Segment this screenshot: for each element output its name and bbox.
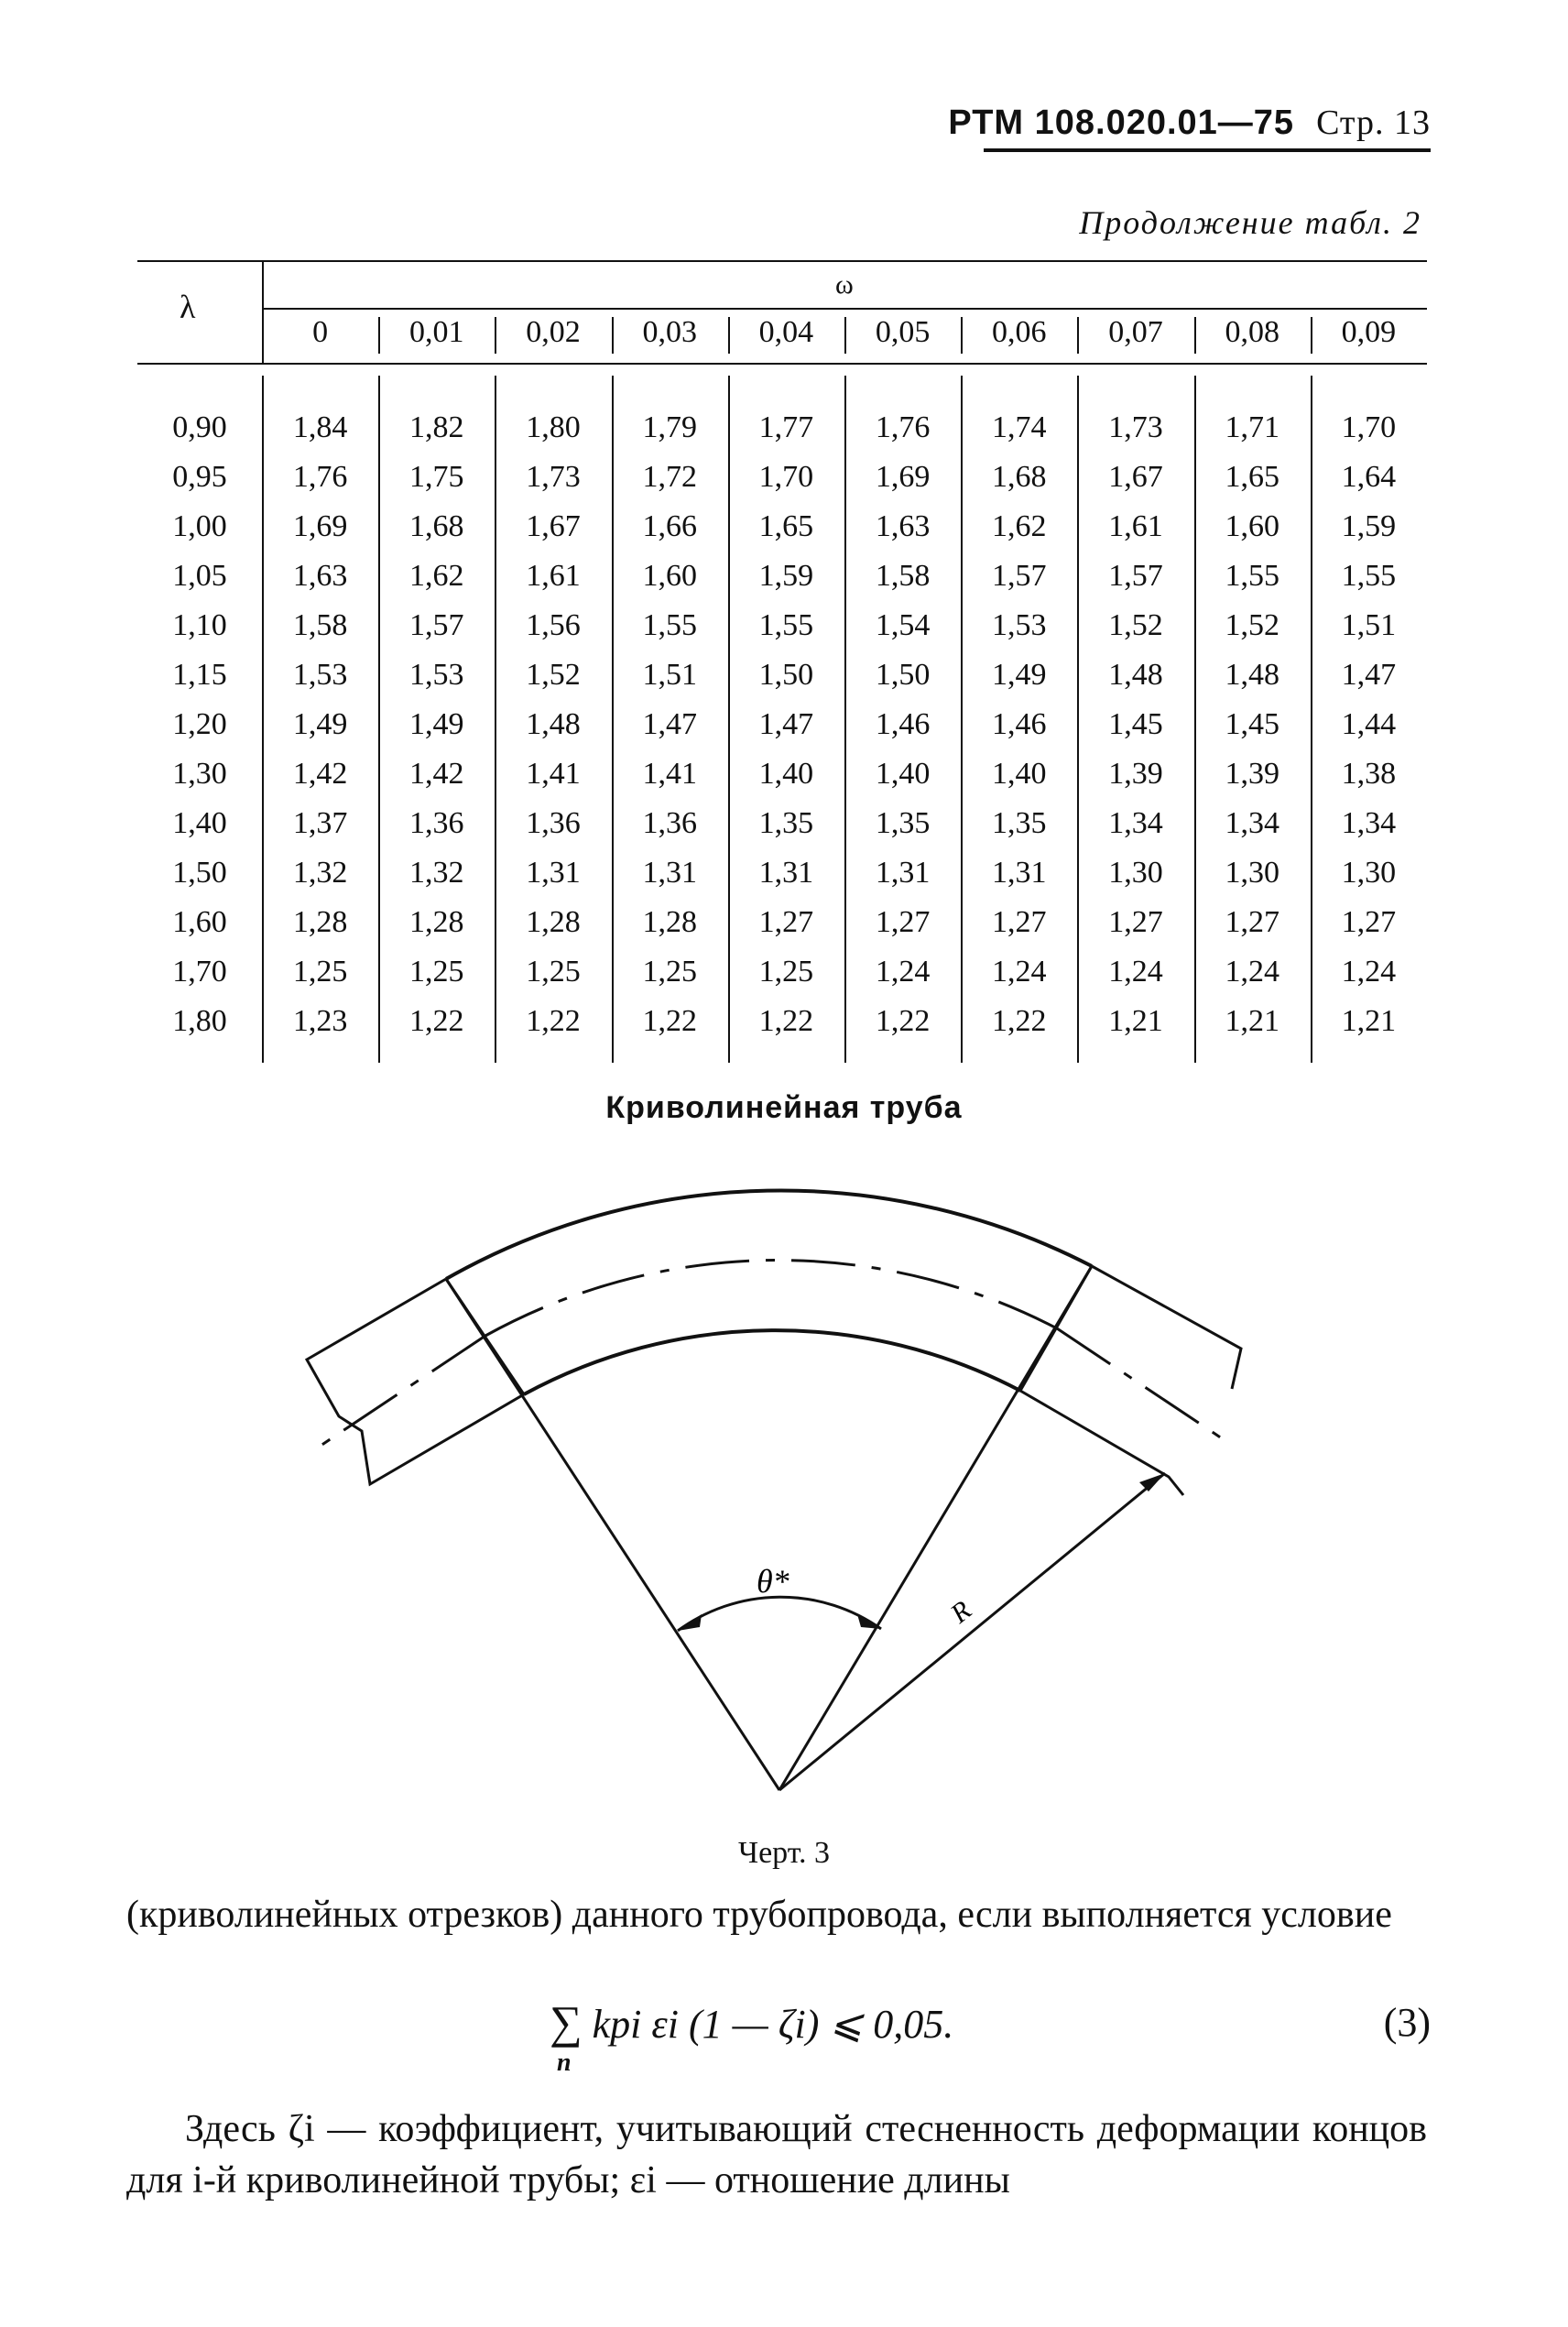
table-cell: 1,76 — [875, 410, 931, 444]
table-cell: 1,30 — [1108, 856, 1163, 890]
table-cell: 1,22 — [409, 1004, 464, 1038]
curved-pipe-drawing — [0, 1154, 1568, 1832]
table-cell: 1,28 — [642, 905, 697, 939]
table-cell: 1,59 — [1341, 509, 1397, 543]
pipe-centerline — [485, 1261, 1057, 1336]
right-pipe-outer — [1092, 1266, 1241, 1389]
table-cell: 1,32 — [292, 856, 348, 890]
lambda-column-header: λ — [180, 289, 196, 325]
lambda-value: 1,40 — [172, 806, 227, 840]
formula-3 — [550, 1995, 954, 2077]
table-cell: 1,21 — [1108, 1004, 1163, 1038]
table-cell: 1,79 — [642, 410, 697, 444]
omega-column-header: 0,04 — [758, 315, 814, 349]
lambda-value: 0,95 — [172, 460, 227, 494]
table-cell: 1,31 — [526, 856, 581, 890]
omega-column-group-header: ω — [835, 269, 854, 300]
table-cell: 1,22 — [875, 1004, 931, 1038]
table-cell: 1,25 — [526, 955, 581, 989]
table-cell: 1,84 — [292, 410, 348, 444]
table-cell: 1,60 — [1225, 509, 1279, 543]
omega-column-header: 0,06 — [992, 315, 1047, 349]
table-cell: 1,42 — [292, 757, 348, 791]
omega-column-header: 0,09 — [1341, 315, 1397, 349]
table-cell: 1,27 — [1225, 905, 1279, 939]
table-cell: 1,48 — [526, 707, 581, 741]
table-cell: 1,49 — [409, 707, 464, 741]
table-cell: 1,39 — [1225, 757, 1279, 791]
centerline-left-extension — [321, 1336, 485, 1446]
table-cell: 1,55 — [1341, 559, 1397, 593]
figure-title: Криволинейная труба — [605, 1090, 963, 1125]
table-cell: 1,51 — [1341, 608, 1397, 642]
table-cell: 1,47 — [1341, 658, 1397, 692]
formula-body: kpi εi (1 — ζi) ⩽ 0,05. — [592, 2002, 954, 2047]
table-cell: 1,68 — [409, 509, 464, 543]
table-cell: 1,67 — [526, 509, 581, 543]
table-cell: 1,53 — [409, 658, 464, 692]
paragraph-definitions: Здесь ζi — коэффициент, учитывающий стесненность деформации концов для i-й криволинейной трубы; εi — отношение длины — [126, 2108, 1427, 2201]
lambda-value: 1,50 — [172, 856, 227, 890]
table-cell: 1,53 — [992, 608, 1047, 642]
table-cell: 1,62 — [409, 559, 464, 593]
table-cell: 1,22 — [758, 1004, 814, 1038]
table-cell: 1,36 — [526, 806, 581, 840]
table-rule — [137, 363, 1427, 365]
table-cell: 1,50 — [875, 658, 931, 692]
table-cell: 1,74 — [992, 410, 1047, 444]
table-cell: 1,76 — [292, 460, 348, 494]
table-cell: 1,40 — [875, 757, 931, 791]
table-cell: 1,58 — [292, 608, 348, 642]
table-cell: 1,55 — [758, 608, 814, 642]
table-cell: 1,31 — [992, 856, 1047, 890]
table-cell: 1,46 — [875, 707, 931, 741]
table-cell: 1,73 — [526, 460, 581, 494]
table-cell: 1,35 — [758, 806, 814, 840]
table-cell: 1,21 — [1341, 1004, 1397, 1038]
table-cell: 1,24 — [1108, 955, 1163, 989]
table-cell: 1,45 — [1108, 707, 1163, 741]
table-cell: 1,25 — [292, 955, 348, 989]
table-cell: 1,36 — [409, 806, 464, 840]
table-cell: 1,82 — [409, 410, 464, 444]
lambda-value: 1,30 — [172, 757, 227, 791]
table-rule — [137, 260, 1427, 262]
table-cell: 1,65 — [758, 509, 814, 543]
table-cell: 1,30 — [1341, 856, 1397, 890]
angle-label: θ* — [757, 1563, 789, 1600]
omega-column-header: 0,02 — [526, 315, 581, 349]
header-rule — [984, 148, 1431, 152]
table-cell: 1,57 — [992, 559, 1047, 593]
table-cell: 1,52 — [1108, 608, 1163, 642]
lambda-value: 1,60 — [172, 905, 227, 939]
table-cell: 1,28 — [526, 905, 581, 939]
radius-r-line — [779, 1473, 1165, 1790]
table-cell: 1,27 — [1108, 905, 1163, 939]
table-cell: 1,40 — [992, 757, 1047, 791]
table-cell: 1,25 — [409, 955, 464, 989]
table-cell: 1,52 — [526, 658, 581, 692]
table-cell: 1,77 — [758, 410, 814, 444]
table-cell: 1,70 — [758, 460, 814, 494]
omega-column-header: 0,07 — [1108, 315, 1163, 349]
lambda-value: 1,15 — [172, 658, 227, 692]
centerline-right-extension — [1057, 1328, 1227, 1442]
table-cell: 1,36 — [642, 806, 697, 840]
lambda-value: 1,20 — [172, 707, 227, 741]
table-cell: 1,53 — [292, 658, 348, 692]
table-cell: 1,58 — [875, 559, 931, 593]
angle-arc — [678, 1597, 881, 1631]
table-cell: 1,40 — [758, 757, 814, 791]
table-cell: 1,47 — [758, 707, 814, 741]
table-cell: 1,48 — [1225, 658, 1279, 692]
table-cell: 1,48 — [1108, 658, 1163, 692]
table-cell: 1,72 — [642, 460, 697, 494]
table-cell: 1,61 — [526, 559, 581, 593]
table-cell: 1,27 — [875, 905, 931, 939]
table-cell: 1,64 — [1341, 460, 1397, 494]
table-cell: 1,55 — [1225, 559, 1279, 593]
table-cell: 1,27 — [992, 905, 1047, 939]
table-cell: 1,38 — [1341, 757, 1397, 791]
table-cell: 1,67 — [1108, 460, 1163, 494]
table-cell: 1,22 — [642, 1004, 697, 1038]
table-cell: 1,24 — [1341, 955, 1397, 989]
radius-right-line — [779, 1266, 1092, 1790]
table-cell: 1,23 — [292, 1004, 348, 1038]
table-cell: 1,65 — [1225, 460, 1279, 494]
table-cell: 1,34 — [1225, 806, 1279, 840]
table-cell: 1,63 — [875, 509, 931, 543]
table-cell: 1,57 — [1108, 559, 1163, 593]
table-cell: 1,45 — [1225, 707, 1279, 741]
table-cell: 1,52 — [1225, 608, 1279, 642]
lambda-value: 0,90 — [172, 410, 227, 444]
omega-column-header: 0,03 — [642, 315, 697, 349]
table-cell: 1,28 — [409, 905, 464, 939]
table-rule — [262, 308, 1427, 310]
table-cell: 1,73 — [1108, 410, 1163, 444]
table-cell: 1,30 — [1225, 856, 1279, 890]
table-cell: 1,42 — [409, 757, 464, 791]
table-cell: 1,44 — [1341, 707, 1397, 741]
table-cell: 1,24 — [1225, 955, 1279, 989]
omega-column-header: 0,05 — [875, 315, 931, 349]
omega-column-header: 0 — [312, 315, 329, 349]
table-cell: 1,22 — [992, 1004, 1047, 1038]
table-cell: 1,49 — [292, 707, 348, 741]
radius-arrow — [1139, 1473, 1165, 1491]
table-cell: 1,31 — [642, 856, 697, 890]
table-cell: 1,35 — [875, 806, 931, 840]
table-cell: 1,27 — [758, 905, 814, 939]
page-number: Стр. 13 — [1316, 104, 1431, 142]
table-cell: 1,69 — [292, 509, 348, 543]
table-cell: 1,39 — [1108, 757, 1163, 791]
table-cell: 1,54 — [875, 608, 931, 642]
table-cell: 1,47 — [642, 707, 697, 741]
table-cell: 1,35 — [992, 806, 1047, 840]
lambda-value: 1,05 — [172, 559, 227, 593]
table-cell: 1,41 — [642, 757, 697, 791]
table-cell: 1,24 — [875, 955, 931, 989]
equation-number: (3) — [1383, 2000, 1431, 2045]
table-cell: 1,41 — [526, 757, 581, 791]
table-cell: 1,34 — [1108, 806, 1163, 840]
table-cell: 1,34 — [1341, 806, 1397, 840]
table-cell: 1,22 — [526, 1004, 581, 1038]
table-cell: 1,69 — [875, 460, 931, 494]
table-cell: 1,66 — [642, 509, 697, 543]
lambda-value: 1,00 — [172, 509, 227, 543]
sum-symbol: ∑ — [550, 1996, 583, 2048]
table-cell: 1,55 — [642, 608, 697, 642]
table-cell: 1,24 — [992, 955, 1047, 989]
table-cell: 1,71 — [1225, 410, 1279, 444]
table-cell: 1,50 — [758, 658, 814, 692]
lambda-value: 1,10 — [172, 608, 227, 642]
pipe-outer-arc — [446, 1190, 1092, 1279]
table-cell: 1,56 — [526, 608, 581, 642]
table-cell: 1,57 — [409, 608, 464, 642]
table-cell: 1,63 — [292, 559, 348, 593]
table-cell: 1,31 — [758, 856, 814, 890]
table-continuation-label: Продолжение табл. 2 — [1079, 204, 1421, 241]
figure-caption: Черт. 3 — [737, 1836, 831, 1870]
lambda-value: 1,70 — [172, 955, 227, 989]
table-cell: 1,75 — [409, 460, 464, 494]
omega-column-header: 0,01 — [409, 315, 464, 349]
table-cell: 1,68 — [992, 460, 1047, 494]
table-cell: 1,28 — [292, 905, 348, 939]
table-cell: 1,62 — [992, 509, 1047, 543]
paragraph-condition: (криволинейных отрезков) данного трубопровода, если выполняется условие — [126, 1894, 1392, 1936]
table-cell: 1,27 — [1341, 905, 1397, 939]
pipe-inner-arc — [524, 1330, 1020, 1394]
page-header — [948, 103, 1431, 143]
table-cell: 1,21 — [1225, 1004, 1279, 1038]
lambda-value: 1,80 — [172, 1004, 227, 1038]
radius-label: R — [944, 1595, 977, 1630]
table-cell: 1,60 — [642, 559, 697, 593]
table-cell: 1,25 — [642, 955, 697, 989]
table-cell: 1,46 — [992, 707, 1047, 741]
document-code: РТМ 108.020.01—75 — [948, 104, 1295, 142]
table-cell: 1,37 — [292, 806, 348, 840]
table-cell: 1,59 — [758, 559, 814, 593]
table-cell: 1,51 — [642, 658, 697, 692]
table-cell: 1,80 — [526, 410, 581, 444]
coefficient-table — [137, 260, 1427, 1065]
omega-column-header: 0,08 — [1225, 315, 1279, 349]
table-cell: 1,25 — [758, 955, 814, 989]
sum-index: n — [557, 2048, 572, 2077]
table-cell: 1,61 — [1108, 509, 1163, 543]
table-cell: 1,49 — [992, 658, 1047, 692]
table-cell: 1,32 — [409, 856, 464, 890]
table-cell: 1,70 — [1341, 410, 1397, 444]
table-cell: 1,31 — [875, 856, 931, 890]
